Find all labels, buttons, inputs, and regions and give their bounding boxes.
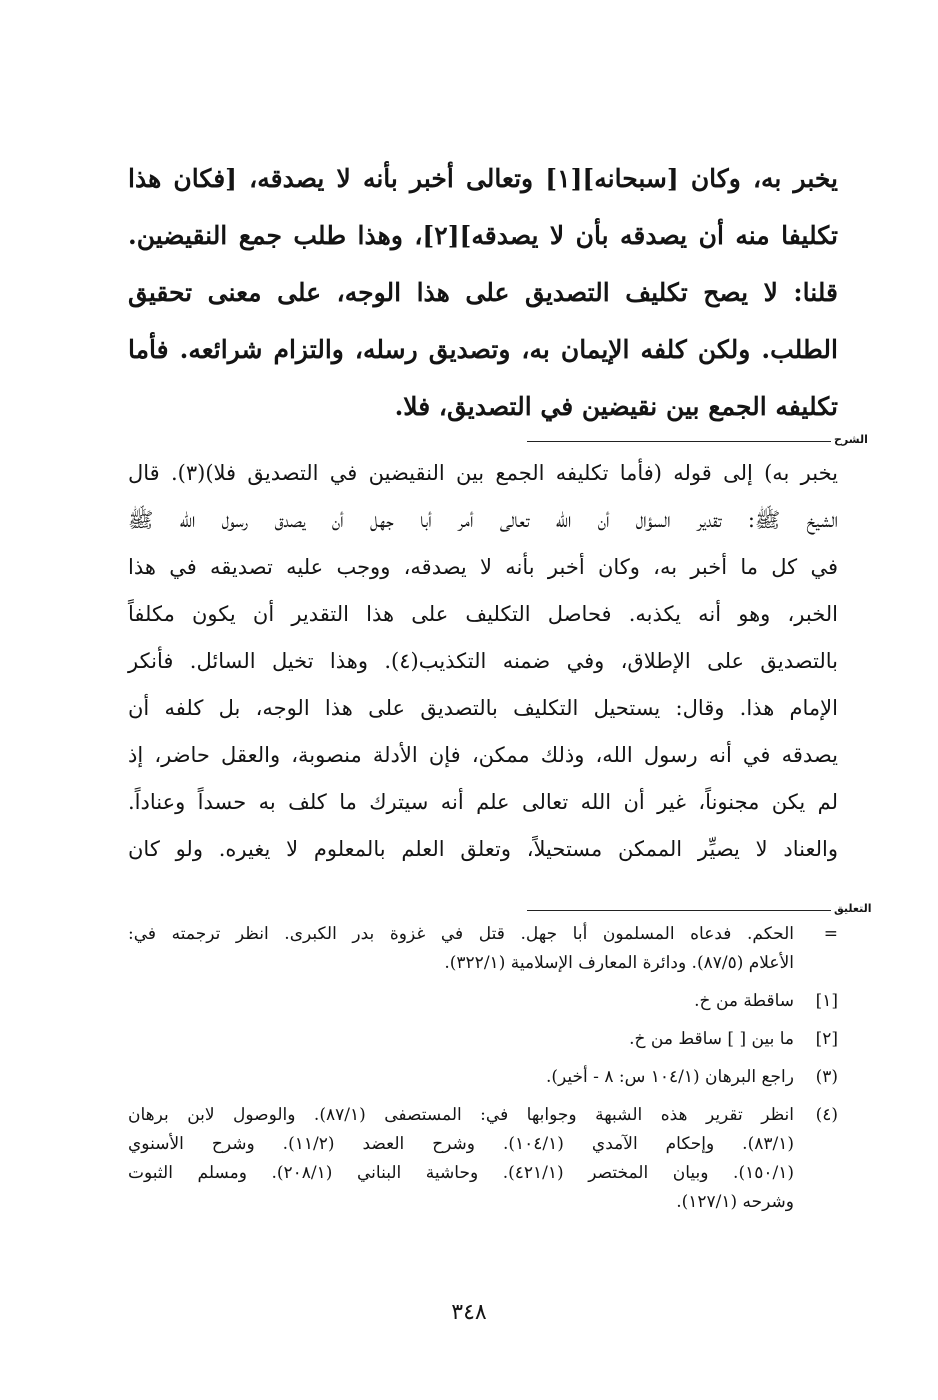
sharh-line: الإمام هذا. وقال: يستحيل التكليف بالتصديق على هذا الوجه، بل كلفه أن bbox=[128, 696, 838, 720]
footnote bbox=[128, 920, 838, 978]
sharh-line: الشيخ ﷺ: تقدير السؤال أن الله تعالى أمر أبا جهل أن يصدق رسول الله ﷺ bbox=[128, 508, 838, 532]
footnote-text: ساقطة من خ. bbox=[694, 991, 794, 1011]
sharh-line: الخبر، وهو أنه يكذبه. فحاصل التكليف على هذا التقدير أن يكون مكلفاً bbox=[128, 602, 838, 626]
footnote-text: انظر تقرير هذه الشبهة وجوابها في: المستصفى (٨٧/١). والوصول لابن برهان bbox=[128, 1105, 794, 1125]
sharh-line: بالتصديق على الإطلاق، وفي ضمنه التكذيب(٤). وهذا تخيل السائل. فأنكر bbox=[128, 649, 838, 673]
main-text bbox=[128, 150, 838, 435]
footnote-text: (٨٣/١). وإحكام الآمدي (١٠٤/١). وشرح العضد (١١/٢). وشرح الأسنوي bbox=[128, 1134, 794, 1154]
footnote bbox=[128, 1025, 838, 1054]
main-text-line: الطلب. ولكن كلفه الإيمان به، وتصديق رسله، والتزام شرائعه. فأما bbox=[128, 335, 838, 364]
footnote-text: الحكم. فدعاه المسلمون أبا جهل. قتل في غزوة بدر الكبرى. انظر ترجمته في: bbox=[128, 924, 794, 944]
footnote-text: وشرحه (١٢٧/١). bbox=[676, 1192, 794, 1212]
sharh-line: يخبر به) إلى قوله (فأما تكليفه الجمع بين النقيضين في التصديق فلا)(٣). قال bbox=[128, 461, 838, 485]
footnote bbox=[128, 987, 838, 1016]
footnote-text: ما بين [ ] ساقط من خ. bbox=[629, 1029, 794, 1049]
main-text-line: تكليفه الجمع بين نقيضين في التصديق، فلا. bbox=[394, 392, 838, 421]
footnote bbox=[128, 1063, 838, 1092]
footnote-text: (١٥٠/١). وبيان المختصر (٤٢١/١). وحاشية البناني (٢٠٨/١). ومسلم الثبوت bbox=[128, 1163, 794, 1183]
sharh-text bbox=[128, 450, 838, 873]
sharh-line: والعناد لا يصيِّر الممكن مستحيلاً، وتعلق العلم بالمعلوم لا يغيره. ولو كان bbox=[128, 837, 838, 861]
footnote-text: راجع البرهان (١٠٤/١ س: ٨ - أخير). bbox=[545, 1067, 794, 1087]
footnote-marker: [٢] bbox=[815, 1029, 838, 1049]
main-text-line: قلنا: لا يصح تكليف التصديق على هذا الوجه، على معنى تحقيق bbox=[128, 278, 838, 307]
main-text-line: تكليفا منه أن يصدقه بأن لا يصدقه][٢]، وهذا طلب جمع النقيضين. bbox=[128, 221, 838, 250]
taliq-label: التعليق bbox=[834, 902, 872, 915]
footnote-marker: (٤) bbox=[815, 1105, 838, 1125]
sharh-line: لم يكن مجنوناً، غير أن الله تعالى علم أنه سيترك ما كلف به حسداً وعناداً. bbox=[128, 790, 838, 814]
taliq-divider bbox=[527, 910, 831, 911]
footnote bbox=[128, 1101, 838, 1217]
sharh-line: يصدقه في أنه رسول الله، وذلك ممكن، فإن الأدلة منصوبة، والعقل حاضر، إذ bbox=[128, 743, 838, 767]
footnote-text: الأعلام (٨٧/٥). ودائرة المعارف الإسلامية (٣٢٢/١). bbox=[444, 953, 794, 973]
sharh-divider bbox=[527, 441, 831, 442]
page-number: ٣٤٨ bbox=[451, 1300, 487, 1325]
main-text-line: يخبر به، وكان [سبحانه][١] وتعالى أخبر بأنه لا يصدقه، [فكان هذا bbox=[128, 164, 838, 193]
footnotes bbox=[128, 920, 838, 1226]
footnote-marker: = bbox=[823, 924, 838, 944]
footnote-marker: (٣) bbox=[815, 1067, 838, 1087]
sharh-label: الشرح bbox=[834, 433, 868, 446]
sharh-line: في كل ما أخبر به، وكان أخبر بأنه لا يصدقه، ووجب عليه تصديقه في هذا bbox=[128, 555, 838, 579]
footnote-marker: [١] bbox=[815, 991, 838, 1011]
